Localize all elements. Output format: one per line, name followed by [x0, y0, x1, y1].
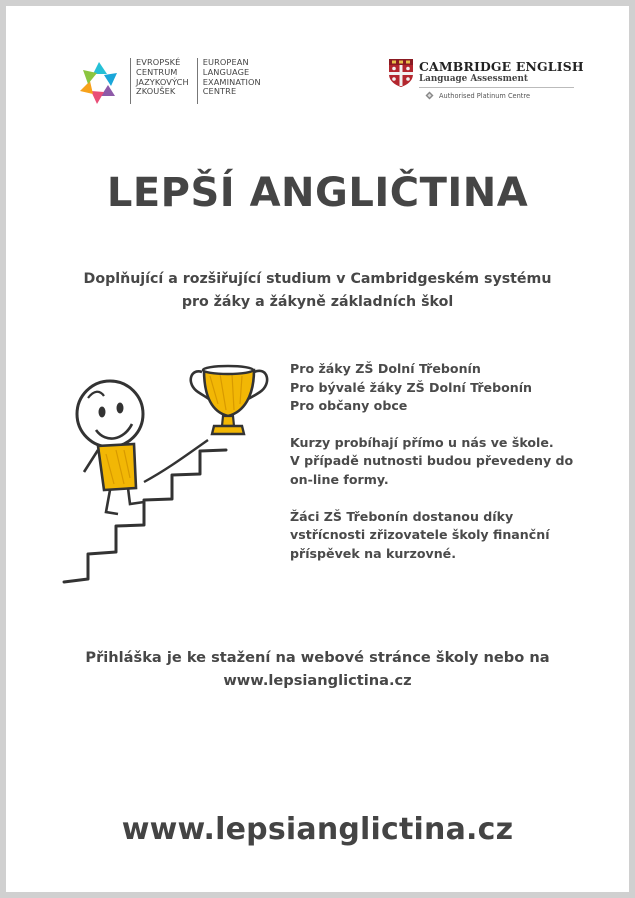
text-run-strong: ZŠ [355, 361, 374, 376]
page-title: LEPŠÍ ANGLIČTINA [106, 170, 529, 216]
courses-line: on-line formy. [290, 471, 389, 487]
trophy-icon [191, 366, 267, 434]
courses-line: V případě nutnosti budou převedeny do [290, 453, 574, 469]
subtitle-line: pro žáky a žákyně základních škol [181, 294, 454, 310]
ecjz-en-line: EUROPEAN [202, 57, 249, 67]
text-run-strong: ZŠ [406, 379, 425, 395]
audience-block [290, 360, 590, 416]
application-note [6, 646, 629, 692]
courses-block [290, 434, 590, 490]
contribution-line: vstřícnosti zřizovatele školy finanční [290, 527, 550, 543]
ecjz-cz-line: JAZYKOVÝCH [136, 76, 189, 87]
footer-url[interactable]: www.lepsianglictina.cz [121, 812, 514, 847]
ecjz-en-line: EXAMINATION [202, 76, 261, 87]
text-run: Pro občany obce [290, 398, 408, 414]
platinum-badge [425, 91, 530, 100]
stairs-trophy-illustration [58, 354, 288, 589]
text-run: Dolní Třebonín [373, 361, 481, 376]
ecjz-cz-line: CENTRUM [136, 66, 178, 77]
poster-page [6, 6, 629, 892]
info-text [290, 360, 590, 581]
platinum-badge-text: Authorised Platinum Centre [439, 91, 530, 100]
text-run: Pro žáky [290, 361, 356, 376]
application-line: Přihláška je ke stažení na webové stránce školy nebo na [85, 649, 550, 666]
subtitle [6, 268, 629, 314]
text-run-strong: ZŠ [323, 508, 342, 524]
text-run: Žáci [290, 508, 324, 524]
contribution-line [290, 508, 590, 527]
cambridge-crest-icon [388, 58, 414, 88]
ecjz-english-name [197, 58, 261, 104]
cambridge-title: CAMBRIDGE ENGLISH [419, 59, 584, 74]
stairs-icon [64, 450, 226, 582]
cambridge-divider [419, 87, 574, 88]
text-run: Dolní Třebonín [424, 379, 533, 395]
cambridge-subtitle: Language Assessment [419, 74, 528, 84]
courses-line: Kurzy probíhají přímo u nás ve škole. [290, 434, 554, 450]
text-run: Třebonín dostanou díky [342, 508, 514, 524]
ecjz-en-line: CENTRE [202, 86, 237, 97]
ecjz-flower-icon [76, 60, 122, 106]
stick-figure-icon [77, 381, 144, 514]
audience-line [290, 397, 590, 416]
audience-line [290, 360, 590, 379]
diamond-icon [425, 91, 434, 100]
ecjz-cz-line: ZKOUŠEK [136, 86, 176, 97]
application-url[interactable]: www.lepsianglictina.cz [223, 672, 412, 689]
ecjz-czech-name [130, 58, 189, 104]
ecjz-cz-line: EVROPSKÉ [136, 57, 181, 67]
audience-line [290, 379, 590, 398]
text-run: Pro bývalé žáky [290, 379, 407, 395]
ecjz-logo-block [76, 58, 261, 106]
contribution-block [290, 508, 590, 564]
contribution-line: příspěvek na kurzovné. [290, 545, 456, 561]
ecjz-en-line: LANGUAGE [202, 66, 250, 77]
subtitle-line: Doplňující a rozšiřující studium v Cambridgeském systému [83, 271, 552, 287]
